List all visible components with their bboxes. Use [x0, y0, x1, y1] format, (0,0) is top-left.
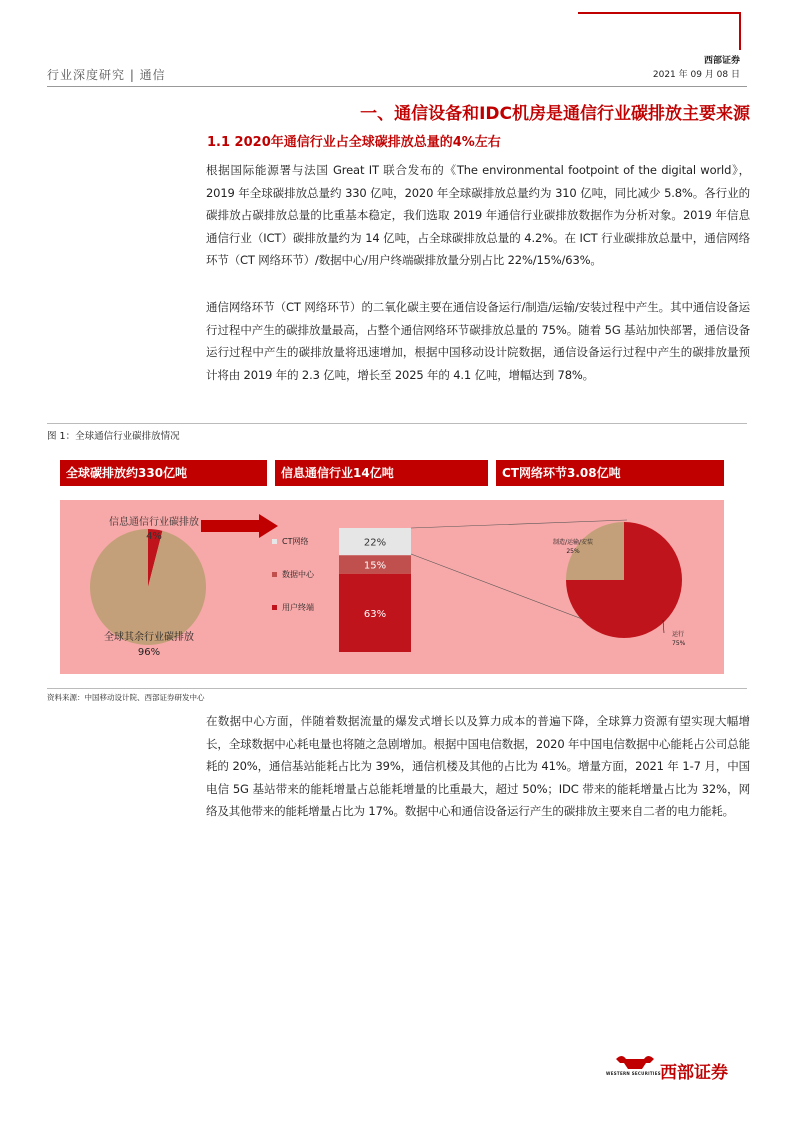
- paragraph-1: 根据国际能源署与法国 Great IT 联合发布的《The environmental footpoint of the digital world》，2019 年全球碳排放总量约 330 亿吨，2020 年全球碳排放总量约为 310 亿吨，同比减少 5.8%。各行业的碳排放占碳排放总量的比重基本稳定，我们选取 2019 年通信行业碳排放数据作为分析对象。2019 年信息通信行业（ICT）碳排放量约为 14 亿吨，占全球碳排放总量的 4.2%。在 ICT 行业碳排放总量中，通信网络环节（CT 网络环节）/数据中心/用户终端碳排放量分别占比 22%/15%/63%。: [206, 163, 750, 267]
- connector-line-top: [411, 520, 627, 528]
- pie-ct-value-manufacturing: 25%: [566, 548, 580, 555]
- pie-global-label-rest: 全球其余行业碳排放: [104, 632, 194, 643]
- section-title: 一、通信设备和IDC机房是通信行业碳排放主要来源: [360, 104, 750, 124]
- bar-legend-label-2: 用户终端: [282, 603, 314, 612]
- bar-segment-label-1: 15%: [363, 560, 387, 572]
- box-title-ct: CT网络环节3.08亿吨: [496, 460, 724, 486]
- logo-english-text: WESTERN SECURITIES: [606, 1071, 661, 1076]
- header-org: 西部证券: [703, 56, 740, 66]
- bar-legend-swatch-0: [272, 539, 277, 544]
- box-title-ict: 信息通信行业14亿吨: [275, 460, 488, 486]
- figure-bottom-rule: [47, 688, 747, 689]
- logo-text: 西部证券: [660, 1063, 728, 1083]
- pie-ct-label-manufacturing: 制造/运输/安装: [552, 539, 594, 546]
- bar-segment-label-2: 63%: [363, 608, 387, 620]
- pie-global-slice-1: [90, 529, 206, 645]
- pie-ct-value-operation: 75%: [672, 640, 686, 647]
- pie-ct-label-operation: 运行: [672, 631, 685, 638]
- pie-global-value-ict: 4%: [146, 531, 162, 542]
- bar-legend-label-1: 数据中心: [282, 570, 314, 579]
- arrow-icon: [201, 514, 278, 538]
- bar-legend-swatch-1: [272, 572, 277, 577]
- stacked-bar: [339, 528, 411, 652]
- box-title-global: 全球碳排放约330亿吨: [60, 460, 267, 486]
- bar-legend: [272, 536, 315, 612]
- pie-global: [90, 529, 206, 645]
- bar-legend-swatch-2: [272, 605, 277, 610]
- figure-source: 资料来源：中国移动设计院、西部证券研发中心: [47, 693, 205, 702]
- pie-global-value-rest: 96%: [137, 647, 161, 658]
- header-date: 2021 年 09 月 08 日: [652, 70, 740, 80]
- figure-caption: 图 1：全球通信行业碳排放情况: [47, 431, 180, 442]
- paragraph-2: 通信网络环节（CT 网络环节）的二氧化碳主要在通信设备运行/制造/运输/安装过程中产生。其中通信设备运行过程中产生的碳排放量最高，占整个通信网络环节碳排放总量的 75%。随着 5G 基站加快部署，通信设备运行过程中产生的碳排放量将迅速增加，根据中国移动设计院数据，通信设备运行过程中产生的碳排放量预计将由 2019 年的 2.3 亿吨，增长至 2025 年的 4.1 亿吨，增幅达到 78%。: [206, 300, 750, 382]
- paragraph-3: 在数据中心方面，伴随着数据流量的爆发式增长以及算力成本的普遍下降，全球算力资源有望实现大幅增长，全球数据中心耗电量也将随之急剧增加。根据中国电信数据，2020 年中国电信数据中心能耗占公司总能耗的 20%，通信基站能耗占比为 39%，通信机楼及其他的占比为 41%。增量方面，2021 年 1-7 月，中国电信 5G 基站带来的能耗增量占总能耗增量的比重最大，超过 50%；IDC 带来的能耗增量占比为 32%，网络及其他带来的能耗增量占比为 17%。数据中心和通信设备运行产生的碳排放主要来自二者的电力能耗。: [206, 714, 750, 818]
- pie-global-label-ict: 信息通信行业碳排放: [109, 517, 199, 528]
- header-report-type: 行业深度研究 | 通信: [47, 68, 166, 82]
- logo-bull-icon: [612, 1053, 658, 1073]
- bar-segment-label-0: 22%: [363, 537, 387, 549]
- section-subtitle: 1.1 2020年通信行业占全球碳排放总量的4%左右: [207, 135, 501, 150]
- bar-legend-label-0: CT网络: [282, 537, 309, 546]
